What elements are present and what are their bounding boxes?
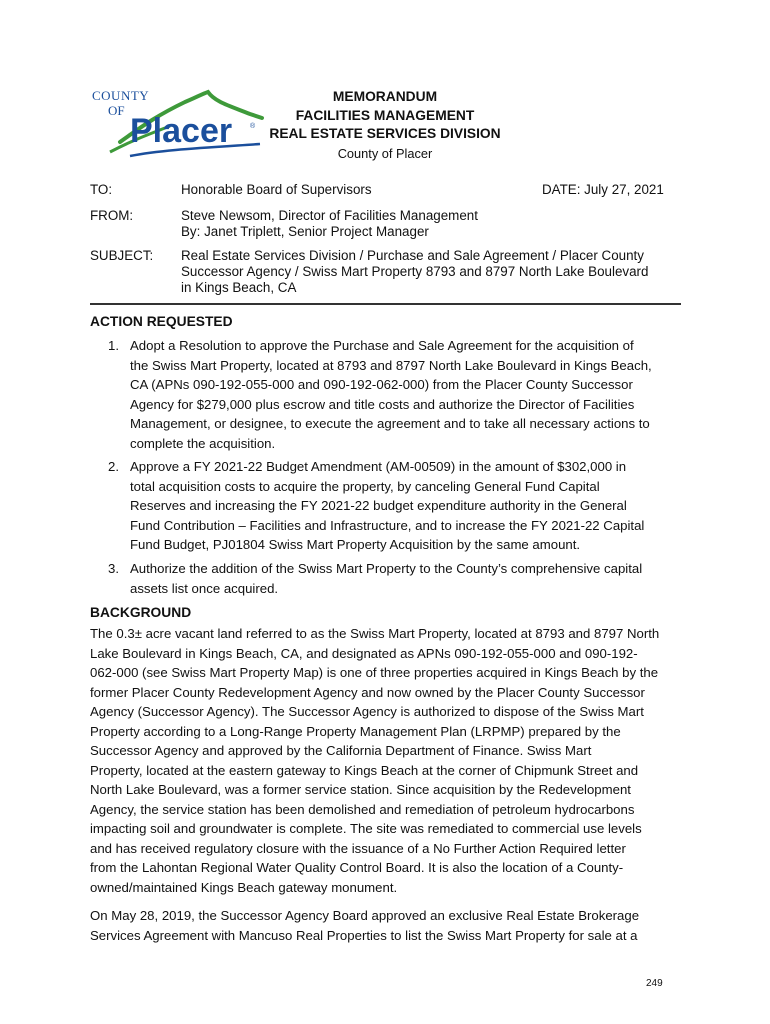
from-line: By: Janet Triplett, Senior Project Manager [181,224,429,239]
text-line: CA (APNs 090-192-055-000 and 090-192-062-000) from the Placer County Successor [130,377,633,392]
memo-date: DATE: July 27, 2021 [542,182,664,197]
memo-header [250,88,520,163]
from-value [181,208,681,240]
background-paragraph-1 [90,624,682,897]
text-line: 062-000 (see Swiss Mart Property Map) is one of three properties acquired in Kings Beach by the [90,665,659,680]
text-line: Services Agreement with Mancuso Real Properties to list the Swiss Mart Property for sale at a [90,927,638,943]
header-memorandum: MEMORANDUM [332,89,438,104]
text-line: Agency, the service station has been demolished and remediation of petroleum hydrocarbons [90,801,635,817]
text-line: Agency for $279,000 plus escrow and title costs and authorize the Director of Facilities [130,396,635,412]
text-line: Adopt a Resolution to approve the Purchase and Sale Agreement for the acquisition of [130,338,634,353]
text-line: Property according to a Long-Range Property Management Plan (LRPMP) prepared by the [90,723,621,739]
to-value: Honorable Board of Supervisors [181,182,372,197]
text-line: former Placer County Redevelopment Agency and now owned by the Placer County Successor [90,684,645,700]
logo-placer-text: Placer [130,112,233,150]
text-line: Successor Agency and approved by the California Department of Finance. Swiss Mart [90,743,592,758]
background-paragraph-2 [90,906,682,945]
text-line: North Lake Boulevard, was a former service station. Since acquisition by the Redevelopment [90,782,631,797]
text-line: Fund Contribution – Facilities and Infrastructure, and to increase the FY 2021-22 Capital [130,517,645,533]
text-line: Agency (Successor Agency). The Successor Agency is authorized to dispose of the Swiss Mart [90,704,644,719]
text-line: The 0.3± acre vacant land referred to as the Swiss Mart Property, located at 8793 and 8797 North [90,626,660,641]
text-line: Management, or designee, to execute the agreement and to take all necessary actions to [130,416,650,431]
header-division: REAL ESTATE SERVICES DIVISION [269,126,501,141]
subject-line: Successor Agency / Swiss Mart Property 8793 and 8797 North Lake Boulevard [181,264,649,279]
text-line: complete the acquisition. [130,435,276,451]
list-number: 3. [108,561,119,576]
text-line: from the Lahontan Regional Water Quality Control Board. It is also the location of a County- [90,860,624,875]
list-text [130,336,682,453]
text-line: total acquisition costs to acquire the property, by canceling General Fund Capital [130,478,600,494]
text-line: Approve a FY 2021-22 Budget Amendment (AM-00509) in the amount of $302,000 in [130,459,627,474]
logo-of-text: OF [108,103,125,118]
text-line: On May 28, 2019, the Successor Agency Board approved an exclusive Real Estate Brokerage [90,908,640,923]
text-line: and has received regulatory closure with the issuance of a No Further Action Required letter [90,840,626,856]
to-label: TO: [90,182,113,197]
text-line: assets list once acquired. [130,580,279,596]
from-label: FROM: [90,208,134,223]
subject-line: Real Estate Services Division / Purchase and Sale Agreement / Placer County [181,248,644,263]
subject-line: in Kings Beach, CA [181,280,297,295]
subject-value [181,248,681,296]
page-number: 249 [646,978,663,989]
from-line: Steve Newsom, Director of Facilities Management [181,208,478,223]
list-text [130,457,682,555]
list-text [130,559,682,598]
header-divider [90,303,681,305]
subject-label: SUBJECT: [90,248,154,263]
text-line: the Swiss Mart Property, located at 8793 and 8797 North Lake Boulevard in Kings Beach, [130,357,652,373]
action-requested-heading: ACTION REQUESTED [90,314,233,329]
text-line: Property, located at the eastern gateway to Kings Beach at the corner of Chipmunk Street and [90,762,639,778]
text-line: impacting soil and groundwater is complete. The site was remediated to commercial use levels [90,821,642,836]
county-of-placer-logo [90,84,265,159]
text-line: Authorize the addition of the Swiss Mart Property to the County’s comprehensive capital [130,561,643,576]
background-heading: BACKGROUND [90,605,192,620]
list-number: 1. [108,338,119,353]
text-line: Lake Boulevard in Kings Beach, CA, and designated as APNs 090-192-055-000 and 090-192- [90,645,638,661]
list-number: 2. [108,459,119,474]
logo-registered-mark: ® [250,123,256,130]
header-facilities-management: FACILITIES MANAGEMENT [295,107,475,123]
text-line: owned/maintained Kings Beach gateway monument. [90,879,398,895]
header-county: County of Placer [337,145,433,161]
text-line: Reserves and increasing the FY 2021-22 budget expenditure authority in the General [130,498,627,513]
text-line: Fund Budget, PJ01804 Swiss Mart Property Acquisition by the same amount. [130,537,581,552]
logo-county-text: COUNTY [92,88,150,103]
